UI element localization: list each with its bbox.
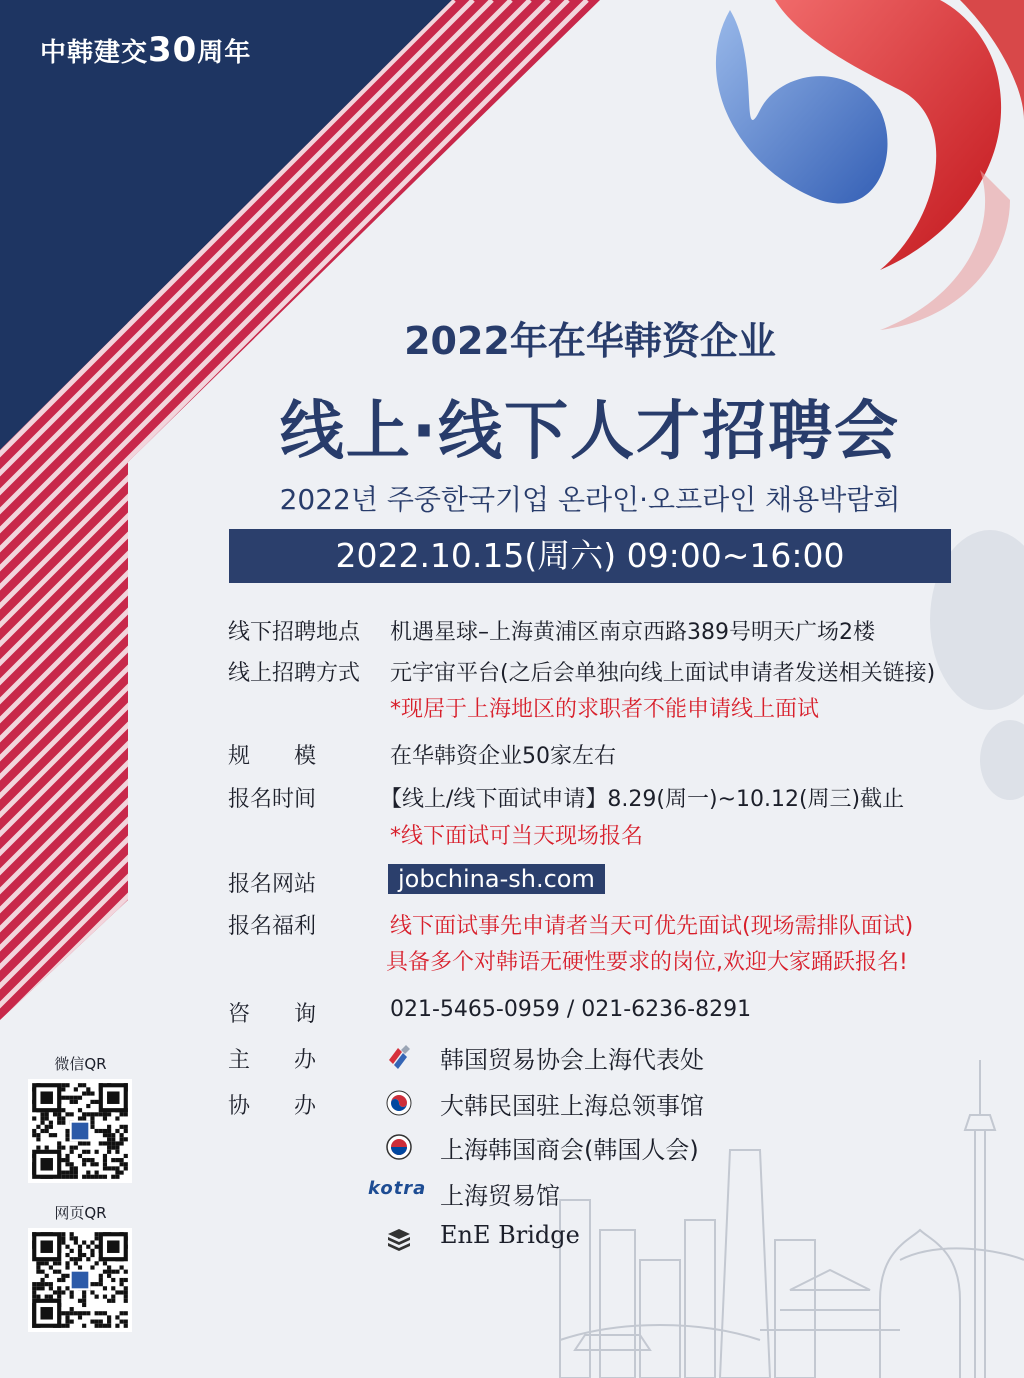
web-qr-label: 网页QR [54,1204,107,1222]
benefit-line-2: 具备多个对韩语无硬性要求的岗位,欢迎大家踊跃报名! [386,950,908,975]
website-label: 报名网站 [228,872,317,897]
wechat-qr-label: 微信QR [54,1055,107,1073]
cohost-ene-bridge: EnE Bridge [440,1221,580,1249]
qr-pattern [28,1079,132,1183]
korea-taegeuk-icon [386,1090,412,1116]
offline-place-value: 机遇星球–上海黄浦区南京西路389号明天广场2楼 [390,620,875,645]
signup-time-value: 【线上/线下面试申请】8.29(周一)~10.12(周三)截止 [380,787,905,812]
scale-value: 在华韩资企业50家左右 [390,744,616,769]
online-method-label: 线上招聘方式 [228,661,361,686]
kotra-logo: kotra [368,1178,427,1199]
contact-value: 021-5465-0959 / 021-6236-8291 [390,997,752,1022]
anniversary-label [40,30,251,70]
qr-pattern [28,1228,132,1332]
wechat-qr-code[interactable] [28,1079,132,1183]
page-title: 线上·线下人才招聘会 [279,395,901,469]
signup-time-label: 报名时间 [228,787,317,812]
cohost-label: 协 办 [228,1094,317,1119]
website-link[interactable]: jobchina-sh.com [388,864,605,894]
signup-note: *线下面试可当天现场报名 [390,824,644,849]
cohost-consulate: 大韩民国驻上海总领事馆 [440,1092,704,1120]
kita-logo-icon [386,1044,412,1070]
cohost-chamber: 上海韩国商会(韩国人会) [440,1136,699,1164]
cohost-kotra: 上海贸易馆 [440,1182,560,1210]
host-label: 主 办 [228,1048,317,1073]
contact-label: 咨 询 [228,1002,317,1027]
subtitle-year: 2022年在华韩资企业 [404,319,776,363]
scale-label: 规 模 [228,744,317,769]
anniversary-prefix: 中韩建交 [40,38,149,68]
benefit-label: 报名福利 [228,914,317,939]
benefit-line-1: 线下面试事先申请者当天可优先面试(现场需排队面试) [390,914,914,939]
host-organizer: 韩国贸易协会上海代表处 [440,1046,704,1074]
offline-place-label: 线下招聘地点 [228,620,361,645]
online-note: *现居于上海地区的求职者不能申请线上面试 [390,697,820,722]
web-qr-code[interactable] [28,1228,132,1332]
anniversary-number: 30 [148,30,198,70]
korean-title: 2022년 주중한국기업 온라인·오프라인 채용박람회 [279,483,901,516]
anniversary-suffix: 周年 [197,38,252,68]
event-date-banner: 2022.10.15(周六) 09:00~16:00 [229,529,951,583]
ene-bridge-icon [386,1226,412,1252]
online-method-value: 元宇宙平台(之后会单独向线上面试申请者发送相关链接) [390,661,936,686]
korean-chamber-icon [386,1134,412,1160]
